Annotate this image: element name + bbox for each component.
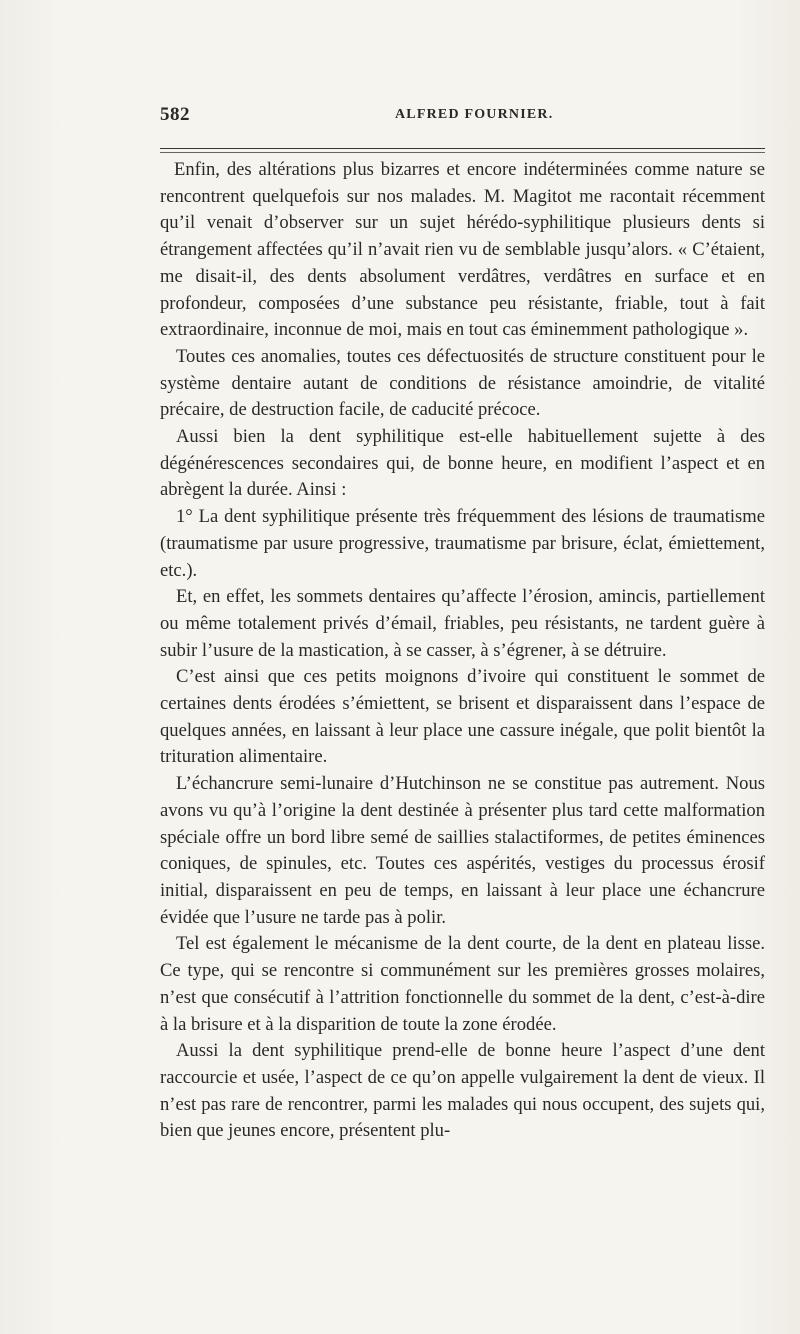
page-header [160,104,765,134]
paragraph: Toutes ces anomalies, toutes ces défectuosités de structure constituent pour le système dentaire autant de conditions de résistance amoindrie, de vitalité précaire, de destruction facile, de caducité précoce. [160,345,765,421]
body-text [160,157,765,1145]
paragraph: Aussi la dent syphilitique prend-elle de bonne heure l’aspect d’une dent raccourcie et usée, l’aspect de ce qu’on appelle vulgairement la dent de vieux. Il n’est pas rare de rencontrer, parmi les malades qui nous occupent, des sujets qui, bien que jeunes encore, présentent plu- [160,1040,765,1142]
header-rule [160,148,765,149]
paragraph: L’échancrure semi-lunaire d’Hutchinson ne se constitue pas autrement. Nous avons vu qu’à l’origine la dent destinée à présenter plus tard cette malformation spéciale offre un bord libre semé de saillies stalactiformes, de petites éminences coniques, de spinules, etc. Toutes ces aspérités, vestiges du processus érosif initial, disparaissent en peu de temps, en laissant à leur place une échancrure évidée que l’usure ne tarde pas à polir. [160,773,765,928]
paragraph: Et, en effet, les sommets dentaires qu’affecte l’érosion, amincis, partiellement ou même totalement privés d’émail, friables, peu résistants, ne tardent guère à subir l’usure de la mastication, à se casser, à s’égrener, à se détruire. [160,586,765,661]
paragraph: Tel est également le mécanisme de la dent courte, de la dent en plateau lisse. Ce type, qui se rencontre si communément sur les premières grosses molaires, n’est que consécutif à l’attrition fonctionnelle du sommet de la dent, c’est-à-dire à la brisure et à la disparition de toute la zone érodée. [160,933,765,1035]
paragraph: Aussi bien la dent syphilitique est-elle habituellement sujette à des dégénérescences secondaires qui, de bonne heure, en modifient l’aspect et en abrègent la durée. Ainsi : [160,426,765,501]
paragraph: Enfin, des altérations plus bizarres et encore indéterminées comme nature se rencontrent quelquefois sur nos malades. M. Magitot me racontait récemment qu’il venait d’observer sur un sujet hérédo-syphilitique plusieurs dents si étrangement affectées qu’il n’avait rien vu de semblable jusqu’alors. « C’étaient, me disait-il, des dents absolument verdâtres, verdâtres en surface et en profondeur, composées d’une substance peu résistante, friable, tout à fait extraordinaire, inconnue de moi, mais en tout cas éminemment pathologique ». [160,159,765,341]
running-head: ALFRED FOURNIER. [395,107,554,122]
paragraph: C’est ainsi que ces petits moignons d’ivoire qui constituent le sommet de certaines dents érodées s’émiettent, se brisent et disparaissent dans l’espace de quelques années, en laissant à leur place une cassure inégale, que polit bientôt la trituration alimentaire. [160,666,765,768]
header-rule-thin [160,152,765,153]
paragraph: 1° La dent syphilitique présente très fréquemment des lésions de traumatisme (traumatisme par usure progressive, traumatisme par brisure, éclat, émiettement, etc.). [160,506,765,581]
page-number: 582 [160,104,190,125]
